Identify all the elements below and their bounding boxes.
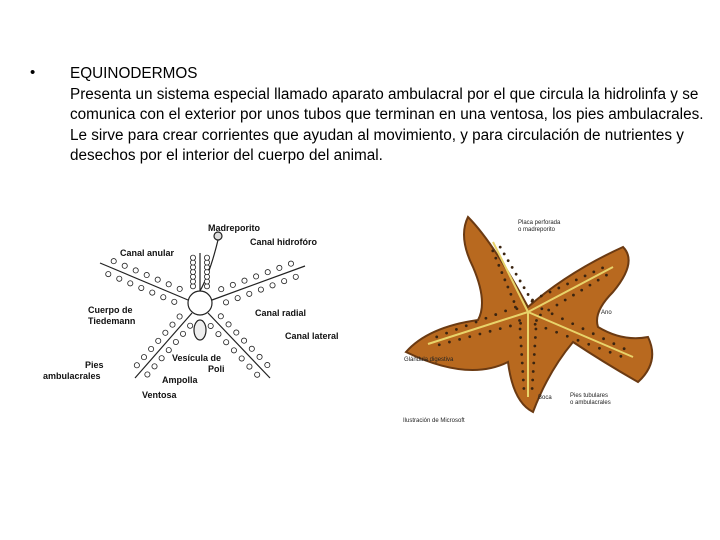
tube-foot — [106, 271, 111, 276]
starfish-dot — [506, 286, 509, 289]
tube-foot — [241, 338, 246, 343]
tube-foot — [172, 299, 177, 304]
starfish-dot — [577, 339, 580, 342]
tube-foot — [249, 346, 254, 351]
madreporite — [214, 232, 222, 240]
label-vesicula-1: Vesícula de — [172, 353, 222, 363]
starfish-dot — [551, 312, 554, 315]
tube-foot — [226, 322, 231, 327]
tube-foot — [166, 282, 171, 287]
tube-foot — [141, 355, 146, 360]
starfish-dot — [566, 283, 569, 286]
starfish-dot — [509, 293, 512, 296]
label-ventosa: Ventosa — [142, 390, 177, 400]
ring-canal — [188, 291, 212, 315]
starfish-dot — [479, 333, 482, 336]
tube-foot — [204, 255, 209, 260]
label-canal-anular: Canal anular — [120, 248, 175, 258]
tube-foot — [128, 281, 133, 286]
tube-foot — [149, 346, 154, 351]
starfish-dot — [582, 327, 585, 330]
tube-foot — [139, 285, 144, 290]
starfish-dot — [497, 264, 500, 267]
starfish-dot — [475, 321, 478, 324]
tube-foot — [188, 323, 193, 328]
radial-arm — [135, 313, 192, 378]
tube-foot — [145, 372, 150, 377]
label-ano: Ano — [601, 310, 612, 316]
tube-foot — [180, 331, 185, 336]
label-pies-1: Pies tubulares — [570, 393, 609, 399]
starfish-dot — [533, 353, 536, 356]
label-credit: Ilustración de Microsoft — [403, 418, 465, 424]
starfish-dot — [580, 289, 583, 292]
tube-foot — [117, 276, 122, 281]
tube-foot — [277, 265, 282, 270]
tube-foot — [235, 295, 240, 300]
starfish-dot — [549, 291, 552, 294]
label-placa-1: Placa perforada — [518, 220, 561, 226]
starfish-dot — [566, 335, 569, 338]
starfish-dot — [531, 387, 534, 390]
starfish-dot — [522, 387, 525, 390]
starfish-dot — [601, 266, 604, 269]
tube-foot — [230, 282, 235, 287]
starfish-dot — [533, 345, 536, 348]
label-pies-1: Pies — [85, 360, 104, 370]
starfish-dot — [503, 278, 506, 281]
starfish-dot — [612, 342, 615, 345]
tube-foot — [239, 356, 244, 361]
label-vesicula-2: Poli — [208, 364, 225, 374]
starfish-dot — [499, 246, 502, 249]
starfish-dot — [519, 336, 522, 339]
label-madreporito: Madreporito — [208, 223, 261, 233]
tube-foot — [170, 322, 175, 327]
heading: EQUINODERMOS — [70, 65, 198, 82]
starfish-dot — [547, 309, 550, 312]
starfish-dot — [507, 259, 510, 262]
radial-arm — [212, 266, 305, 300]
starfish-dot — [602, 337, 605, 340]
tube-foot — [177, 286, 182, 291]
tube-foot — [166, 348, 171, 353]
starfish-dot — [561, 317, 564, 320]
tube-foot — [156, 338, 161, 343]
starfish-dot — [605, 274, 608, 277]
tube-foot — [216, 331, 221, 336]
starfish-dot — [564, 299, 567, 302]
starfish-dot — [531, 379, 534, 382]
starfish-dot — [535, 328, 538, 331]
starfish-dot — [522, 379, 525, 382]
starfish-diagram — [398, 212, 664, 428]
tube-foot — [223, 300, 228, 305]
tube-foot — [163, 330, 168, 335]
starfish-dot — [438, 343, 441, 346]
starfish-dot — [523, 286, 526, 289]
label-boca: Boca — [538, 395, 552, 401]
starfish-dot — [500, 271, 503, 274]
starfish-dot — [532, 370, 535, 373]
starfish-dot — [521, 370, 524, 373]
starfish-dot — [520, 345, 523, 348]
tube-foot — [122, 263, 127, 268]
tube-foot — [152, 364, 157, 369]
tube-foot — [242, 278, 247, 283]
label-ampolla: Ampolla — [162, 375, 198, 385]
starfish-dot — [519, 322, 522, 325]
label-canal-radial: Canal radial — [255, 308, 307, 318]
starfish-dot — [557, 287, 560, 290]
starfish-dot — [520, 353, 523, 356]
starfish-dot — [468, 335, 471, 338]
tube-foot — [258, 287, 263, 292]
tube-foot — [270, 283, 275, 288]
starfish-dot — [575, 279, 578, 282]
starfish-dot — [521, 362, 524, 365]
tube-foot — [257, 354, 262, 359]
starfish-dot — [511, 266, 514, 269]
tube-foot — [224, 340, 229, 345]
label-canal-hidroforo: Canal hidrofóro — [250, 237, 317, 247]
starfish-dot — [509, 325, 512, 328]
tube-foot — [173, 339, 178, 344]
starfish-dot — [597, 279, 600, 282]
starfish-dot — [534, 323, 537, 326]
tube-foot — [161, 295, 166, 300]
tube-foot — [265, 362, 270, 367]
polian-vesicle — [194, 320, 206, 340]
starfish-dot — [589, 284, 592, 287]
starfish-dot — [587, 343, 590, 346]
starfish-dot — [514, 306, 517, 309]
starfish-dot — [491, 249, 494, 252]
starfish-dot — [465, 324, 468, 327]
radial-arm — [100, 263, 188, 300]
tube-foot — [247, 291, 252, 296]
tube-foot — [288, 261, 293, 266]
starfish-dot — [485, 317, 488, 320]
starfish-dot — [494, 313, 497, 316]
starfish-dot — [572, 294, 575, 297]
tube-foot — [177, 314, 182, 319]
starfish-dot — [503, 253, 506, 256]
tube-foot — [190, 255, 195, 260]
starfish-dot — [435, 335, 438, 338]
starfish-dot — [540, 295, 543, 298]
tube-foot — [134, 363, 139, 368]
label-canal-lateral: Canal lateral — [285, 331, 339, 341]
starfish-dot — [609, 351, 612, 354]
text-block — [70, 64, 710, 167]
tube-foot — [150, 290, 155, 295]
label-glandula: Glándula digestiva — [404, 357, 454, 363]
body-text: Presenta un sistema especial llamado aparato ambulacral por el que circula la hidrolinfa y se comunica con el exterior por unos tubos que terminan en una ventosa, los pies ambulacrales. Le sirve para crear corrientes que ayudan al movimiento, y para circulación de nutrientes y desechos por el interior del cuerpo del animal. — [70, 85, 704, 164]
starfish-dot — [556, 304, 559, 307]
starfish-dot — [623, 347, 626, 350]
starfish-dot — [584, 274, 587, 277]
tube-foot — [255, 372, 260, 377]
tube-foot — [208, 323, 213, 328]
starfish-body — [406, 217, 652, 412]
starfish-dot — [504, 309, 507, 312]
tube-foot — [247, 364, 252, 369]
starfish-dot — [448, 341, 451, 344]
starfish-dot — [571, 322, 574, 325]
starfish-dot — [458, 338, 461, 341]
starfish-dot — [540, 307, 543, 310]
starfish-dot — [544, 327, 547, 330]
label-placa-2: o madreporito — [518, 227, 556, 233]
starfish-dot — [534, 336, 537, 339]
starfish-dot — [519, 328, 522, 331]
tube-foot — [155, 277, 160, 282]
starfish-dot — [531, 299, 534, 302]
tube-foot — [111, 259, 116, 264]
tube-foot — [253, 274, 258, 279]
tube-foot — [234, 330, 239, 335]
tube-foot — [159, 356, 164, 361]
label-pies-2: ambulacrales — [43, 371, 101, 381]
tube-foot — [231, 348, 236, 353]
bullet: • — [30, 64, 36, 81]
starfish-dot — [455, 328, 458, 331]
starfish-dot — [445, 332, 448, 335]
starfish-dot — [535, 319, 538, 322]
starfish-dot — [518, 319, 521, 322]
water-vascular-diagram — [40, 218, 360, 408]
label-pies-2: o ambulacrales — [570, 400, 611, 406]
starfish-dot — [527, 293, 530, 296]
starfish-dot — [519, 280, 522, 283]
starfish-dot — [489, 330, 492, 333]
starfish-dot — [619, 355, 622, 358]
tube-foot — [133, 268, 138, 273]
label-cuerpo-1: Cuerpo de — [88, 305, 133, 315]
starfish-dot — [532, 362, 535, 365]
tube-foot — [293, 274, 298, 279]
starfish-dot — [515, 273, 518, 276]
tube-foot — [219, 287, 224, 292]
tube-foot — [265, 270, 270, 275]
starfish-dot — [598, 347, 601, 350]
starfish-dot — [592, 270, 595, 273]
starfish-dot — [592, 332, 595, 335]
starfish-dot — [499, 327, 502, 330]
tube-foot — [218, 314, 223, 319]
starfish-dot — [555, 331, 558, 334]
tube-foot — [282, 278, 287, 283]
tube-foot — [144, 272, 149, 277]
starfish-dot — [494, 257, 497, 260]
label-cuerpo-2: Tiedemann — [88, 316, 136, 326]
starfish-dot — [513, 300, 516, 303]
